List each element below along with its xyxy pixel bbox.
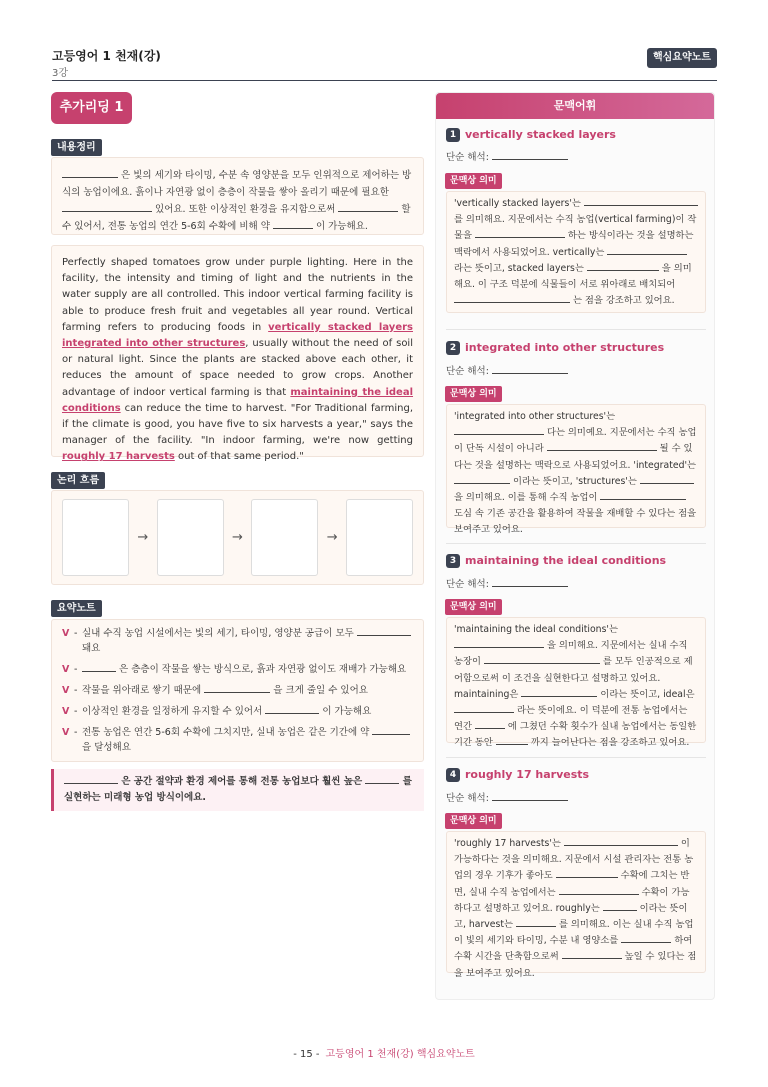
vocab-term-3: 3 maintaining the ideal conditions [446, 554, 666, 568]
blank[interactable] [484, 655, 600, 664]
vocab-panel [435, 92, 715, 1000]
divider [446, 757, 706, 758]
blank[interactable] [475, 229, 565, 238]
list-item: V - 작물을 위아래로 쌓기 때문에 을 크게 줄일 수 있어요 [62, 685, 368, 696]
conclusion-box: 은 공간 절약과 환경 제어를 통해 전통 농업보다 훨씬 높은 를 실현하는 미래형 농업 방식이에요. [51, 769, 424, 811]
blank[interactable] [265, 705, 319, 715]
footer-label: 고등영어 1 천재(강) 핵심요약노트 [325, 1049, 475, 1060]
reading-passage: Perfectly shaped tomatoes grow under purple lighting. Here in the facility, the intensity and timing of light and the nutrients in the water supply are all controlled. This indoor vertical farming facility is able to produce fresh fruit and vegetables all year round. Vertical farming refers to producing foods in vertically stacked layers integrated into other structures, usually without the need of soil or natural light. Since the plants are stacked above each other, it reduces the amount of space needed to grow crops. Another advantage of indoor vertical farming is that maintaining the ideal conditions can reduce the time to harvest. "For Traditional farming, if the climate is good, you have five to six harvests a year," says the manager of the facility. "In indoor farming, we're now getting roughly 17 harvests out of that same period." [62, 257, 414, 463]
flow-step-2[interactable] [157, 499, 224, 576]
blank[interactable] [204, 684, 270, 694]
flow-step-1[interactable] [62, 499, 129, 576]
blank[interactable] [454, 639, 544, 648]
page-number: - 15 - [293, 1049, 320, 1060]
section-title: 추가리딩 1 [51, 92, 132, 124]
header-divider [52, 80, 717, 81]
flow-step-3[interactable] [251, 499, 318, 576]
blank[interactable] [82, 663, 116, 673]
summary-text: 은 빛의 세기와 타이밍, 수분 속 영양분을 모두 인위적으로 제어하는 방식의 농업이에요. 흙이나 자연광 없이 층층이 작물을 쌓아 올리기 때문에 필요한 있어요. 또한 이상적인 환경을 유지함으로써 할 수 있어서, 전통 농업의 연간 5-6회 수확에 비해 약 이 가능해요. [62, 170, 412, 232]
context-tag: 문맥상 의미 [445, 599, 502, 615]
list-item: V - 은 층층이 작물을 쌓는 방식으로, 흙과 자연광 없이도 재배가 가능해요 [62, 664, 407, 675]
simple-translation: 단순 해석: [446, 790, 568, 804]
blank[interactable] [492, 151, 568, 161]
blank[interactable] [496, 736, 528, 745]
blank[interactable] [556, 869, 618, 878]
blank[interactable] [475, 720, 505, 729]
divider [446, 543, 706, 544]
blank[interactable] [357, 627, 411, 637]
flow-step-4[interactable] [346, 499, 413, 576]
arrow-right-icon: → [232, 530, 243, 545]
blank[interactable] [454, 475, 510, 484]
blank[interactable] [564, 837, 678, 846]
blank[interactable] [372, 726, 410, 736]
blank[interactable] [587, 262, 659, 271]
blank[interactable] [621, 934, 671, 943]
blank[interactable] [559, 885, 639, 894]
list-item: V - 이상적인 환경을 일정하게 유지할 수 있어서 이 가능해요 [62, 706, 372, 717]
context-box: 'maintaining the ideal conditions'는 을 의미해요. 지문에서는 실내 수직 농장이 를 모두 인공적으로 제어함으로써 이 조건을 실현한다고 설명하고 있어요. maintaining은 이라는 뜻이고, ideal은 라는 뜻이에요. 이 덕분에 전통 농업에서는 연간 에 그쳤던 수확 횟수가 실내 농업에서는 동일한 기간 동안 까지 늘어난다는 점을 강조하고 있어요. [446, 617, 706, 743]
divider [446, 329, 706, 330]
blank[interactable] [454, 704, 514, 713]
context-tag: 문맥상 의미 [445, 813, 502, 829]
blank[interactable] [603, 902, 637, 911]
check-v-icon: V [62, 664, 70, 675]
notes-tag: 요약노트 [51, 600, 102, 617]
highlight-phrase: maintaining the ideal conditions [62, 386, 414, 414]
simple-translation: 단순 해석: [446, 576, 568, 590]
summary-tag: 내용정리 [51, 139, 102, 156]
context-box: 'integrated into other structures'는 다는 의미예요. 지문에서는 수직 농업이 단독 시설이 아니라 될 수 있다는 것을 설명하는 맥락으로 사용되었어요. 'integrated'는 이라는 뜻이고, 'structures'는 을 의미해요. 이를 통해 수직 농업이 도심 속 기존 공간을 활용하여 작물을 재배할 수 있다는 점을 보여주고 있어요. [446, 404, 706, 528]
flow-diagram [52, 491, 423, 584]
context-box: 'vertically stacked layers'는 를 의미해요. 지문에서는 수직 농업(vertical farming)이 작물을 하는 방식이라는 것을 설명하는 맥락에서 사용되었어요. vertically는 라는 뜻이고, stacked layers는 을 의미해요. 이 구조 덕분에 식물들이 서로 위아래로 배치되어 는 점을 강조하고 있어요. [446, 191, 706, 313]
notes-box [51, 619, 424, 762]
vocab-header: 문맥어휘 [436, 93, 714, 119]
blank[interactable] [607, 245, 687, 254]
check-v-icon: V [62, 727, 70, 738]
check-v-icon: V [62, 628, 70, 639]
blank[interactable] [338, 203, 398, 213]
blank[interactable] [547, 442, 657, 451]
list-item: V - 실내 수직 농업 시설에서는 빛의 세기, 타이밍, 영양분 공급이 모두 돼요 [62, 626, 413, 656]
blank[interactable] [454, 294, 570, 303]
highlight-phrase: vertically stacked layers [268, 321, 413, 333]
check-v-icon: V [62, 706, 70, 717]
passage-box [51, 245, 424, 463]
vocab-term-1: 1 vertically stacked layers [446, 128, 616, 142]
flow-tag: 논리 흐름 [51, 472, 105, 489]
arrow-right-icon: → [137, 530, 149, 545]
blank[interactable] [273, 220, 313, 230]
blank[interactable] [600, 491, 686, 500]
summary-box [51, 157, 424, 235]
highlight-phrase: roughly 17 harvests [62, 451, 175, 463]
vocab-term-2: 2 integrated into other structures [446, 341, 664, 355]
blank[interactable] [521, 688, 597, 697]
context-tag: 문맥상 의미 [445, 173, 502, 189]
simple-translation: 단순 해석: [446, 363, 568, 377]
blank[interactable] [365, 775, 399, 785]
blank[interactable] [492, 578, 568, 588]
flow-box-container [51, 490, 424, 585]
check-v-icon: V [62, 685, 70, 696]
blank[interactable] [492, 365, 568, 375]
highlight-phrase: integrated into other structures [62, 338, 246, 350]
blank[interactable] [584, 197, 698, 206]
blank[interactable] [62, 203, 152, 213]
vocab-term-4: 4 roughly 17 harvests [446, 768, 589, 782]
blank[interactable] [62, 169, 118, 179]
notes-list [52, 620, 423, 767]
lesson-number: 3강 [52, 68, 69, 79]
blank[interactable] [454, 426, 544, 435]
context-tag: 문맥상 의미 [445, 386, 502, 402]
context-box: 'roughly 17 harvests'는 이 가능하다는 것을 의미해요. 지문에서 시설 관리자는 전통 농업의 경우 기후가 좋아도 수확에 그치는 반면, 실내 수직 농업에서는 수확이 가능하다고 설명하고 있어요. roughly는 이라는 뜻이고, harvest는 를 의미해요. 이는 실내 수직 농업이 빛의 세기와 타이밍, 수분 내 영양소를 하여 수확 시간을 단축함으로써 높일 수 있다는 점을 보여주고 있어요. [446, 831, 706, 973]
blank[interactable] [640, 475, 694, 484]
blank[interactable] [492, 792, 568, 802]
simple-translation: 단순 해석: [446, 149, 568, 163]
arrow-right-icon: → [326, 530, 338, 545]
document-title: 고등영어 1 천재(강) [52, 49, 161, 63]
blank[interactable] [64, 775, 118, 785]
blank[interactable] [562, 950, 622, 959]
header-badge: 핵심요약노트 [647, 48, 717, 68]
list-item: V - 전통 농업은 연간 5-6회 수확에 그치지만, 실내 농업은 같은 기간에 약 을 달성해요 [62, 725, 413, 755]
blank[interactable] [516, 918, 556, 927]
page-footer [0, 1045, 768, 1060]
